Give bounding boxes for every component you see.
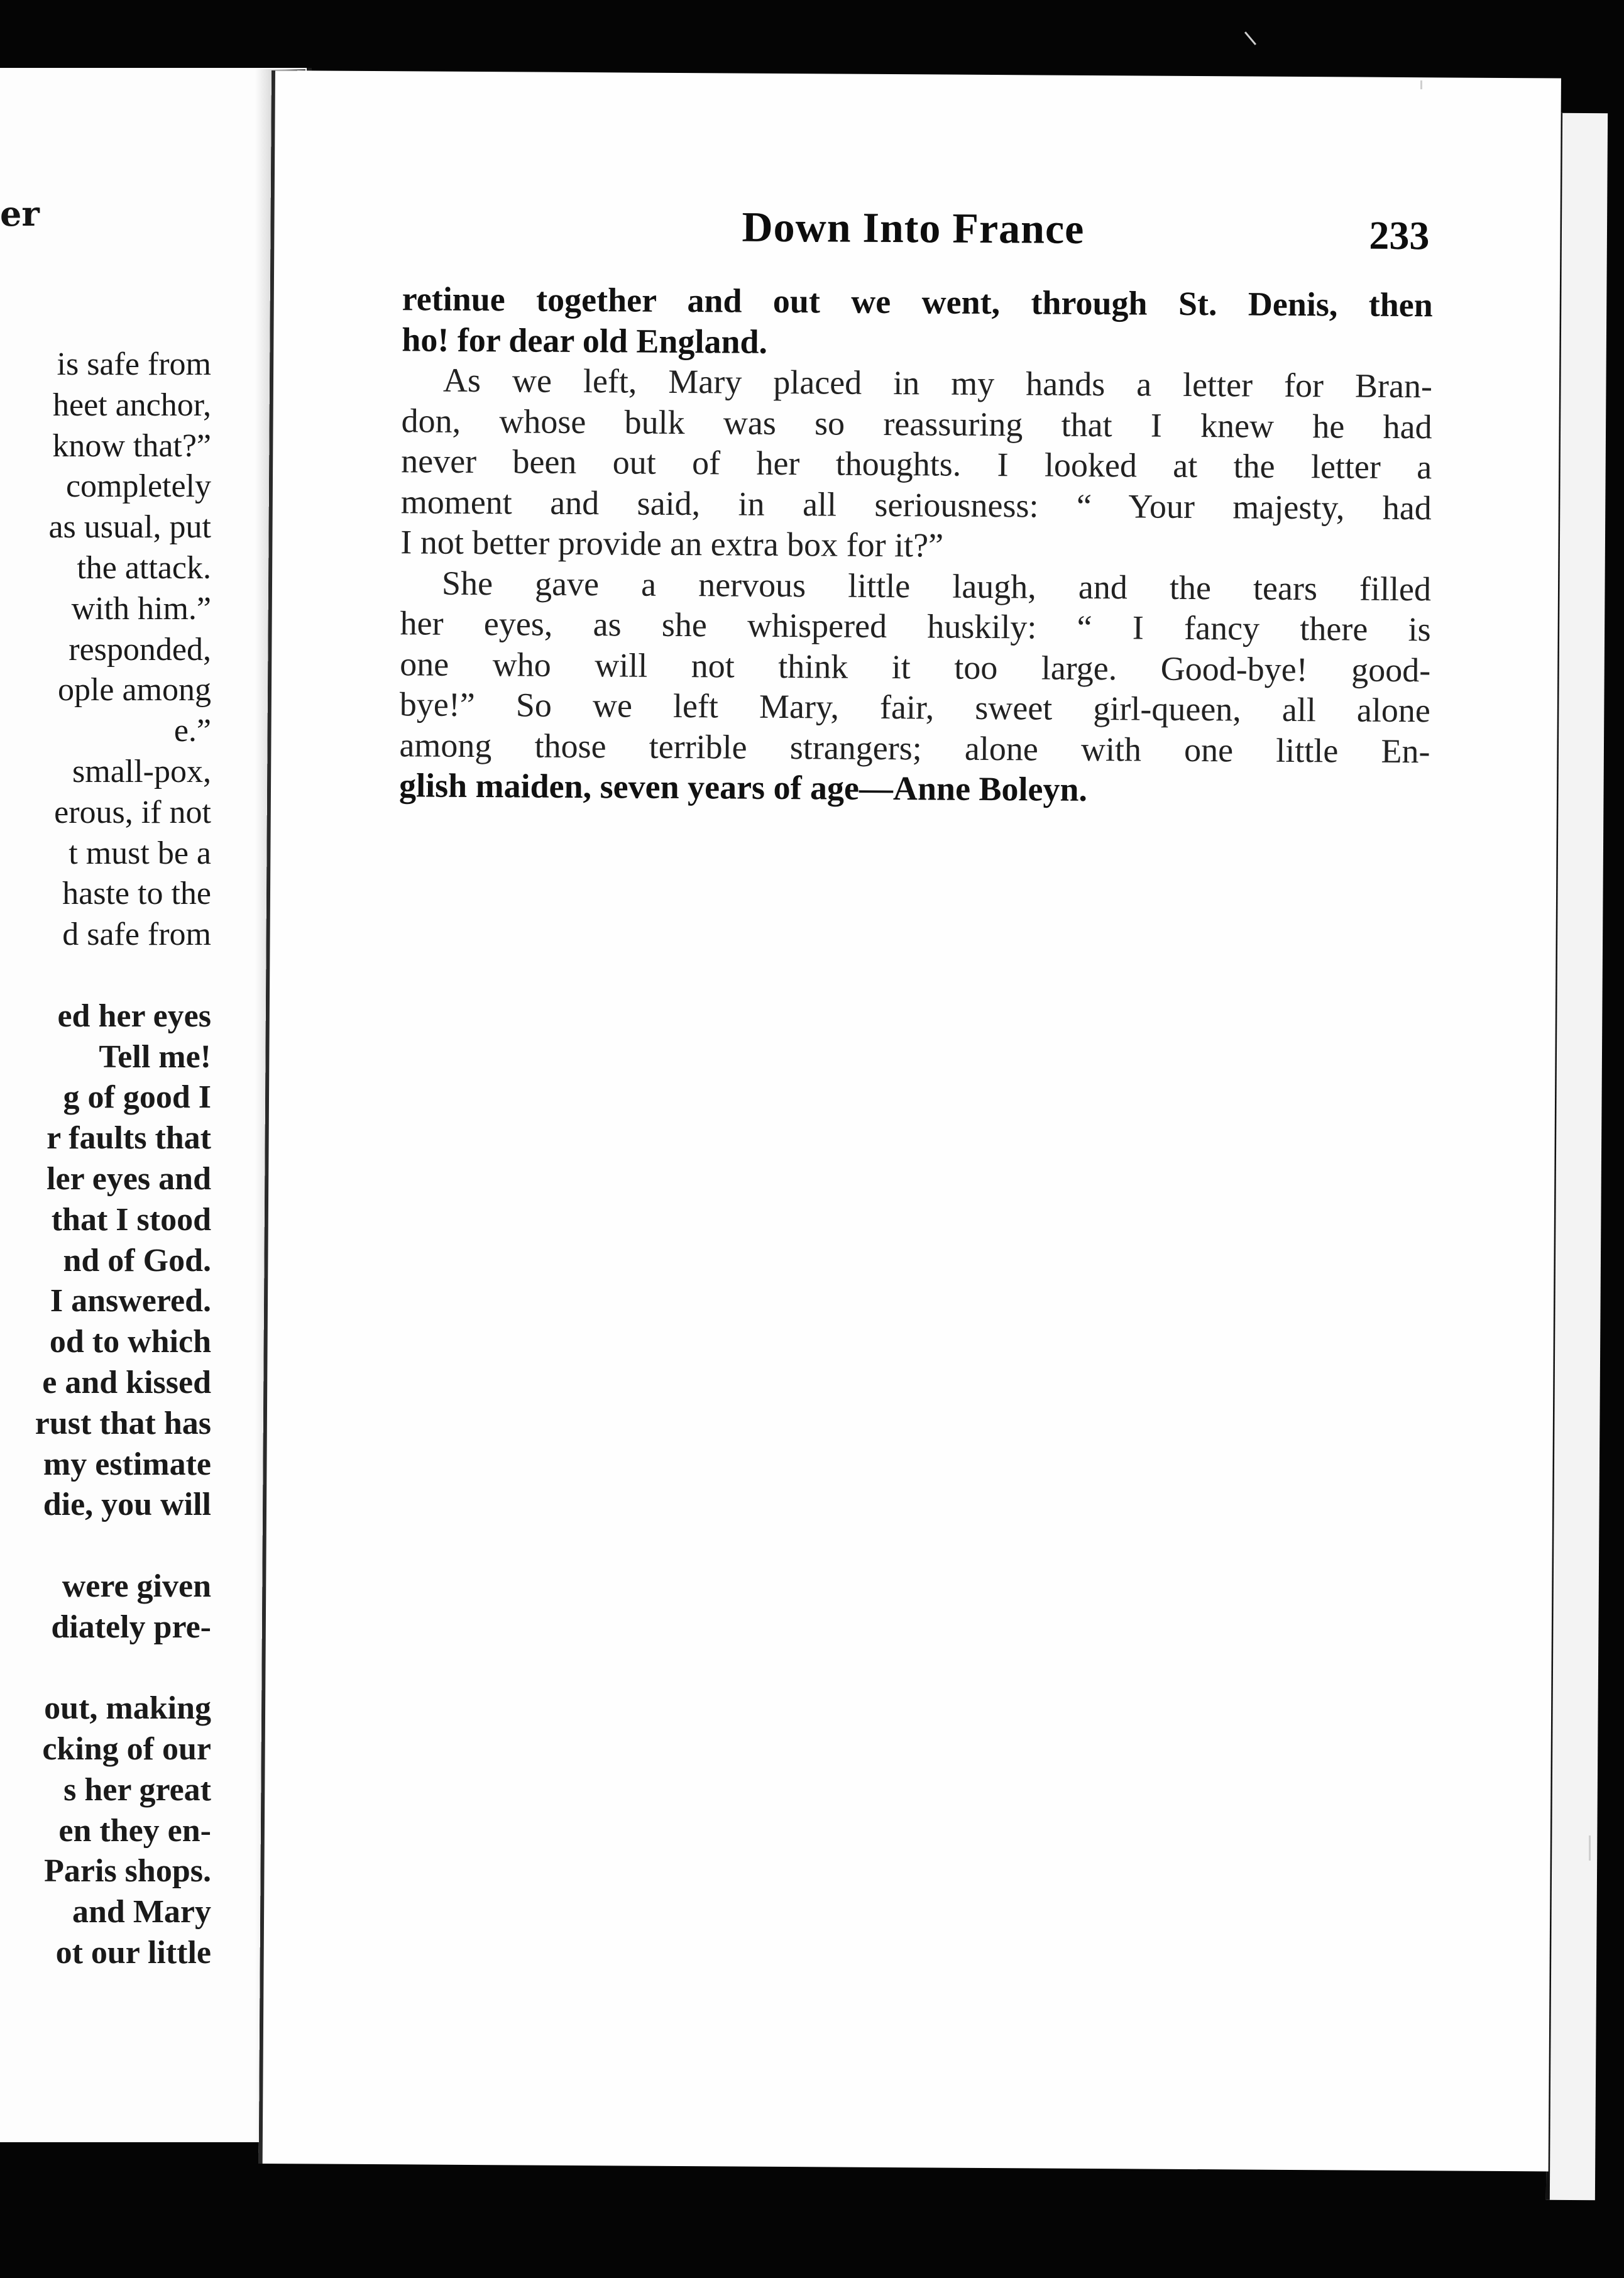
paragraph-start-line: As we left, Mary placed in my hands a letter for Bran- — [442, 361, 1433, 405]
left-text-line: en they en- — [58, 1812, 211, 1849]
left-text-line: g of good I — [63, 1079, 211, 1116]
left-text-line: ed her eyes — [57, 998, 211, 1034]
left-text-line: od to which — [49, 1324, 211, 1360]
left-text-line: Paris shops. — [44, 1853, 211, 1890]
left-text-line: die, you will — [43, 1487, 211, 1523]
left-text-line — [0, 1526, 211, 1566]
text-line: don, whose bulk was so reassuring that I knew he had — [401, 401, 1432, 446]
left-text-line: the attack. — [77, 549, 211, 586]
running-head: Down Into France — [742, 202, 1085, 253]
left-text-line: rust that has — [35, 1405, 211, 1441]
page-number: 233 — [1369, 212, 1430, 258]
text-line: one who will not think it too large. Good-bye! good- — [400, 644, 1431, 689]
left-text-line: ot our little — [55, 1935, 211, 1971]
left-text-line: haste to the — [62, 876, 211, 912]
left-text-line: as usual, put — [48, 509, 211, 546]
left-text-line: small-pox, — [72, 753, 211, 790]
text-line: among those terrible strangers; alone with one little En- — [399, 725, 1430, 770]
scan-speck — [1589, 1835, 1591, 1861]
left-text-line: nd of God. — [63, 1242, 211, 1279]
left-text-line: completely — [65, 468, 211, 505]
left-text-line — [0, 1648, 211, 1689]
right-page — [259, 70, 1561, 2171]
left-text-line: I answered. — [50, 1283, 211, 1319]
left-text-line: diately pre- — [51, 1609, 211, 1645]
text-line: I not better provide an extra box for it?” — [400, 523, 944, 564]
paragraph-start-line: She gave a nervous little laugh, and the tears filled — [441, 564, 1432, 608]
scan-speck — [1420, 80, 1422, 89]
text-line: never been out of her thoughts. I looked at the letter a — [401, 442, 1432, 487]
left-text-line: heet anchor, — [52, 387, 211, 423]
left-text-line: erous, if not — [54, 794, 211, 830]
left-text-line: Tell me! — [99, 1038, 211, 1075]
text-line: retinue together and out we went, through St. Denis, then — [402, 280, 1433, 324]
left-running-head-fragment: er — [0, 194, 40, 234]
page-body-text — [399, 278, 1433, 812]
text-line: glish maiden, seven years of age—Anne Boleyn. — [398, 766, 1088, 808]
text-line: ho! for dear old England. — [402, 320, 768, 361]
left-text-line: that I stood — [51, 1201, 211, 1238]
text-line: moment and said, in all seriousness: “ Your majesty, had — [400, 482, 1432, 527]
text-line: her eyes, as she whispered huskily: “ I fancy there is — [400, 604, 1431, 649]
left-text-line — [0, 955, 211, 996]
left-text-line: my estimate — [43, 1446, 211, 1482]
left-text-line: were given — [62, 1568, 211, 1604]
left-text-line: responded, — [69, 631, 211, 668]
left-text-line: is safe from — [57, 346, 211, 382]
text-line: bye!” So we left Mary, fair, sweet girl-queen, all alone — [399, 685, 1430, 730]
left-text-line: and Mary — [72, 1894, 211, 1930]
left-text-line: know that?” — [52, 427, 211, 464]
left-text-line: d safe from — [62, 916, 211, 953]
left-text-line: e.” — [173, 713, 211, 749]
left-page-text — [0, 344, 211, 1974]
left-text-line: e and kissed — [42, 1364, 211, 1400]
scan-speck — [1244, 31, 1256, 45]
left-text-line: ople among — [57, 672, 211, 708]
left-text-line: cking of our — [42, 1731, 211, 1768]
left-text-line: ler eyes and — [47, 1160, 211, 1197]
left-text-line: out, making — [44, 1690, 211, 1727]
left-text-line: s her great — [63, 1771, 211, 1808]
left-text-line: with him.” — [71, 590, 211, 627]
left-text-line: r faults that — [47, 1120, 211, 1157]
left-text-line: t must be a — [69, 835, 211, 871]
